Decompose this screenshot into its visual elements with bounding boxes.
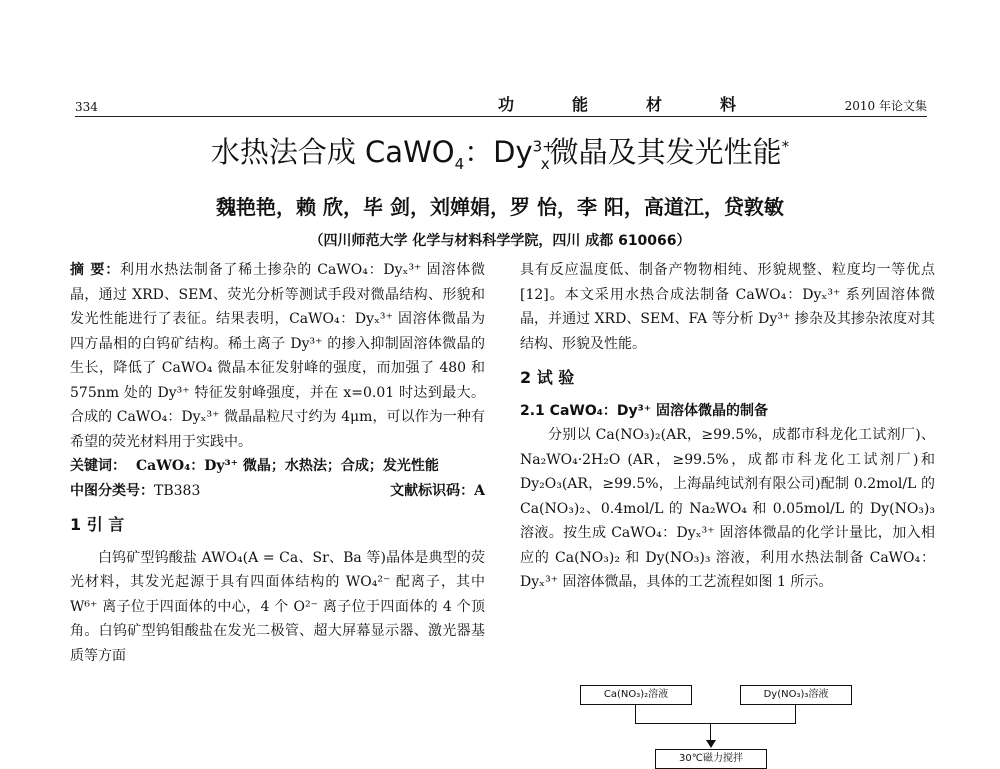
abstract-text: 利用水热法制备了稀土掺杂的 CaWO₄：Dyₓ³⁺ 固溶体微晶，通过 XRD、SEM、荧光分析等测试手段对微晶结构、形貌和发光性能进行了表征。结果表明，CaWO₄：Dyₓ³⁺ 固溶体微晶为四方晶相的白钨矿结构。稀土离子 Dy³⁺ 的掺入抑制固溶体微晶的生长，降低了 CaWO₄ 微晶本征发射峰的强度，而加强了 480 和 575nm 处的 Dy³⁺ 特征发射峰强度，并在 x=0.01 时达到最大。合成的 CaWO₄：Dyₓ³⁺ 微晶晶粒尺寸约为 4μm，可以作为一种有希望的荧光材料用于实践中。 xyxy=(70,262,485,450)
flow-line-left xyxy=(635,705,636,723)
section-1-heading: 1 引 言 xyxy=(70,515,125,534)
journal-name: 功能材料 xyxy=(498,95,795,114)
section-2-heading: 2 试 验 xyxy=(520,368,575,387)
clc-label: 中图分类号： xyxy=(70,482,154,499)
doc-code-value: A xyxy=(474,482,485,499)
running-header xyxy=(75,96,927,117)
page-number: 334 xyxy=(75,100,98,114)
flow-arrow-down-icon xyxy=(706,740,716,748)
section-1-text: 白钨矿型钨酸盐 AWO₄(A = Ca、Sr、Ba 等)晶体是典型的荧光材料，其发光起源于具有四面体结构的 WO₄²⁻ 配离子，其中 W⁶⁺ 离子位于四面体的中心，4 个 O²⁻ 离子位于四面体的 4 个顶角。白钨矿型钨钼酸盐在发光二极管、超大屏幕显示器、激光器基质等方面 xyxy=(70,549,485,664)
section-2-1-text: 分别以 Ca(NO₃)₂(AR，≥99.5%，成都市科龙化工试剂厂)、Na₂WO₄·2H₂O (AR，≥99.5%，成都市科龙化工试剂厂)和 Dy₂O₃(AR，≥99.5%，上海晶纯试剂有限公司)配制 0.2mol/L 的 Ca(NO₃)₂、0.4mol/L 的 Na₂WO₄ 和 0.05mol/L 的 Dy(NO₃)₃ 溶液。按生成 CaWO₄：Dyₓ³⁺ 固溶体微晶的化学计量比，加入相应的 Ca(NO₃)₂ 和 Dy(NO₃)₃ 溶液，利用水热法制备 CaWO₄：Dyₓ³⁺ 固溶体微晶，具体的工艺流程如图 1 所示。 xyxy=(520,427,935,590)
author-list: 魏艳艳，赖 欣，毕 剑，刘婵娟，罗 怡，李 阳，高道江，贷敦敏 xyxy=(216,195,784,219)
flow-line-join xyxy=(635,723,796,724)
section-2-1-heading: 2.1 CaWO₄：Dy³⁺ 固溶体微晶的制备 xyxy=(520,402,769,419)
intro-continuation: 具有反应温度低、制备产物物相纯、形貌规整、粒度均一等优点[12]。本文采用水热合成法制备 CaWO₄：Dyₓ³⁺ 系列固溶体微晶，并通过 XRD、SEM、FA 等分析 Dy³⁺ 掺杂及其掺杂浓度对其结构、形貌及性能。 xyxy=(520,262,935,352)
keywords-text: CaWO₄：Dy³⁺ 微晶；水热法；合成；发光性能 xyxy=(136,458,439,474)
abstract xyxy=(70,258,485,454)
collection-name: 2010 年论文集 xyxy=(844,99,927,113)
flow-box-stirring: 30℃磁力搅拌 xyxy=(655,749,767,769)
clc-value: TB383 xyxy=(154,482,201,499)
classification-line xyxy=(70,479,485,504)
left-column xyxy=(70,258,485,668)
keywords xyxy=(70,454,485,479)
affiliation: （四川师范大学 化学与材料科学学院，四川 成都 610066） xyxy=(309,233,691,249)
process-flowchart xyxy=(520,685,935,764)
doc-code-label: 文献标识码： xyxy=(390,482,475,499)
flow-line-right xyxy=(795,705,796,723)
flow-box-dy-nitrate: Dy(NO₃)₃溶液 xyxy=(740,685,852,705)
abstract-label: 摘 要： xyxy=(70,262,120,278)
flow-box-ca-nitrate: Ca(NO₃)₂溶液 xyxy=(580,685,692,705)
paper-title: 水热法合成 CaWO$_4$：$Dy^{3+}_x$微晶及其发光性能* xyxy=(210,135,790,173)
keywords-label: 关键词： xyxy=(70,458,126,474)
right-column xyxy=(520,258,935,595)
